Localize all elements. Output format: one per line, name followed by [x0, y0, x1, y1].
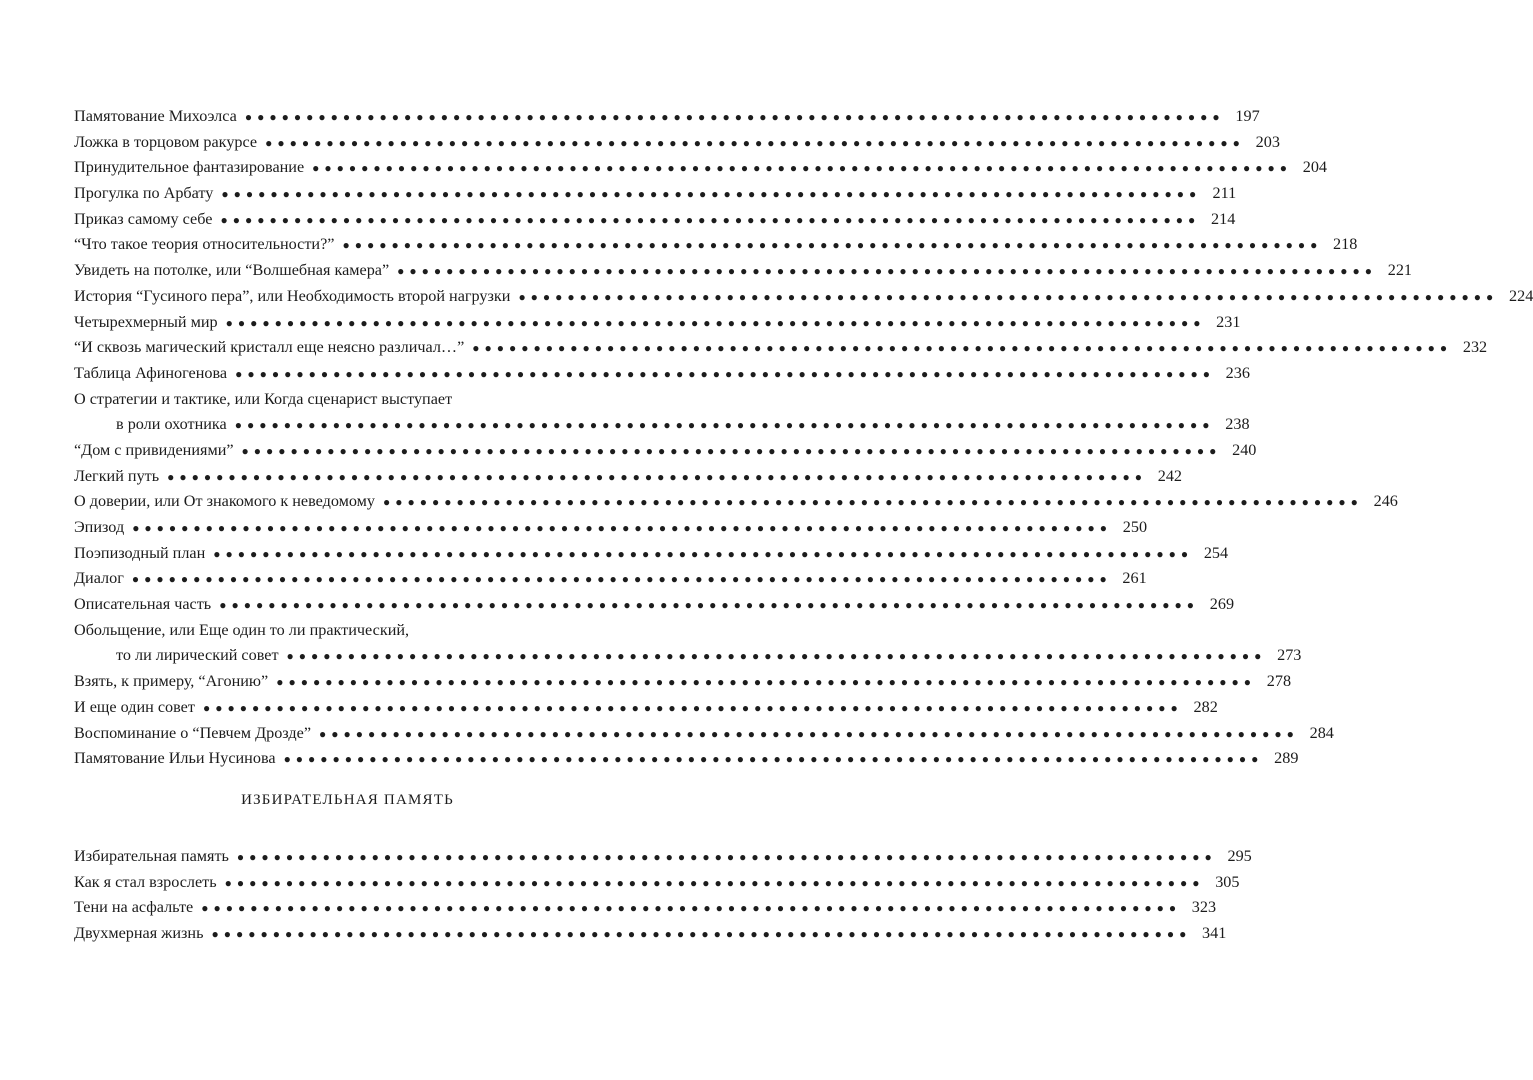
toc-entry: [74, 232, 1358, 258]
dot-leader: ●●●●●●●●●●●●●●●●●●●●●●●●●●●●●●●●●●●●●●●●●●●●●●●●●●●●●●●●●●●●●●●●●●●●●●●●●●●●●●●●: [202, 700, 1183, 715]
toc-entry-title: Обольщение, или Еще один то ли практический,: [74, 620, 410, 639]
toc-entry: [74, 870, 1240, 896]
toc-entry-page: 240: [1232, 440, 1257, 459]
toc-entry-page: 282: [1193, 697, 1218, 716]
dot-leader: ●●●●●●●●●●●●●●●●●●●●●●●●●●●●●●●●●●●●●●●●●●●●●●●●●●●●●●●●●●●●●●●●●●●●●●●●●●●●●●●●: [225, 315, 1206, 330]
dot-leader: ●●●●●●●●●●●●●●●●●●●●●●●●●●●●●●●●●●●●●●●●●●●●●●●●●●●●●●●●●●●●●●●●●●●●●●●●●●●●●●●●: [286, 649, 1267, 664]
dot-leader: ●●●●●●●●●●●●●●●●●●●●●●●●●●●●●●●●●●●●●●●●●●●●●●●●●●●●●●●●●●●●●●●●●●●●●●●●●●●●●●●●: [342, 238, 1323, 253]
toc-entry-title: Памятование Ильи Нусинова: [74, 749, 276, 768]
toc-entry-title: “Что такое теория относительности?”: [74, 235, 335, 254]
dot-leader: ●●●●●●●●●●●●●●●●●●●●●●●●●●●●●●●●●●●●●●●●●●●●●●●●●●●●●●●●●●●●●●●●●●●●●●●●●●●●●●●●: [131, 572, 1112, 587]
toc-entry-page: 221: [1387, 261, 1413, 280]
toc-entry-title: Эпизод: [74, 518, 125, 536]
table-of-contents: [74, 104, 1533, 772]
toc-entry-page: 242: [1157, 466, 1182, 485]
toc-entry: [74, 361, 1250, 387]
toc-entry-title: Диалог: [74, 569, 124, 588]
dot-leader: ●●●●●●●●●●●●●●●●●●●●●●●●●●●●●●●●●●●●●●●●●●●●●●●●●●●●●●●●●●●●●●●●●●●●●●●●●●●●●●●●: [220, 212, 1201, 227]
dot-leader: ●●●●●●●●●●●●●●●●●●●●●●●●●●●●●●●●●●●●●●●●●●●●●●●●●●●●●●●●●●●●●●●●●●●●●●●●●●●●●●●●: [518, 289, 1499, 304]
toc-entry-title: О доверии, или От знакомого к неведомому: [74, 492, 376, 511]
dot-leader: ●●●●●●●●●●●●●●●●●●●●●●●●●●●●●●●●●●●●●●●●●●●●●●●●●●●●●●●●●●●●●●●●●●●●●●●●●●●●●●●●: [132, 521, 1113, 535]
toc-entry-title: Таблица Афиногенова: [74, 363, 228, 382]
toc-entry: [74, 412, 1250, 438]
toc-entry-page: 305: [1215, 872, 1240, 891]
dot-leader: ●●●●●●●●●●●●●●●●●●●●●●●●●●●●●●●●●●●●●●●●●●●●●●●●●●●●●●●●●●●●●●●●●●●●●●●●●●●●●●●●: [397, 264, 1378, 279]
toc-entry-page: 204: [1302, 158, 1327, 177]
toc-entry-title: Тени на асфальте: [74, 898, 194, 917]
toc-entry-title: История “Гусиного пера”, или Необходимость второй нагрузки: [74, 286, 511, 305]
toc-entry-title: Принудительное фантазирование: [74, 158, 305, 177]
toc-entry: [74, 515, 1148, 541]
toc-entry-title: И еще один совет: [74, 697, 195, 716]
toc-entry-title: Прогулка по Арбату: [74, 184, 214, 203]
toc-entry-title: то ли лирический совет: [116, 646, 279, 665]
toc-entry-title: в роли охотника: [116, 415, 227, 434]
toc-entry-page: 269: [1209, 595, 1235, 614]
dot-leader: ●●●●●●●●●●●●●●●●●●●●●●●●●●●●●●●●●●●●●●●●●●●●●●●●●●●●●●●●●●●●●●●●●●●●●●●●●●●●●●●●: [236, 850, 1217, 864]
toc-entry-title: Воспоминание о “Певчем Дрозде”: [74, 723, 312, 742]
toc-entry: [74, 310, 1241, 336]
toc-entry-page: 323: [1191, 898, 1217, 917]
toc-entry: [74, 284, 1533, 310]
dot-leader: ●●●●●●●●●●●●●●●●●●●●●●●●●●●●●●●●●●●●●●●●●●●●●●●●●●●●●●●●●●●●●●●●●●●●●●●●●●●●●●●●: [472, 341, 1453, 356]
dot-leader: ●●●●●●●●●●●●●●●●●●●●●●●●●●●●●●●●●●●●●●●●●●●●●●●●●●●●●●●●●●●●●●●●●●●●●●●●●●●●●●●●: [201, 901, 1182, 916]
toc-entry: [74, 592, 1235, 618]
toc-entry-title: О стратегии и тактике, или Когда сценарист выступает: [74, 389, 453, 408]
toc-entry-page: 246: [1373, 492, 1398, 511]
toc-entry-page: 278: [1266, 672, 1292, 691]
toc-entry: [74, 387, 570, 413]
toc-entry: [74, 844, 1252, 870]
dot-leader: ●●●●●●●●●●●●●●●●●●●●●●●●●●●●●●●●●●●●●●●●●●●●●●●●●●●●●●●●●●●●●●●●●●●●●●●●●●●●●●●●: [283, 752, 1264, 767]
toc-entry-title: Четырехмерный мир: [74, 312, 218, 331]
dot-leader: ●●●●●●●●●●●●●●●●●●●●●●●●●●●●●●●●●●●●●●●●●●●●●●●●●●●●●●●●●●●●●●●●●●●●●●●●●●●●●●●●: [213, 546, 1194, 561]
toc-entry-page: 232: [1462, 338, 1488, 357]
toc-entry-page: 254: [1203, 543, 1229, 562]
dot-leader: ●●●●●●●●●●●●●●●●●●●●●●●●●●●●●●●●●●●●●●●●●●●●●●●●●●●●●●●●●●●●●●●●●●●●●●●●●●●●●●●●: [265, 135, 1245, 150]
toc-entry-title: Двухмерная жизнь: [74, 924, 204, 943]
toc-entry: [74, 464, 1182, 490]
toc-entry-page: 250: [1122, 518, 1148, 536]
toc-entry-title: Избирательная память: [74, 847, 229, 865]
toc-entry-title: “Дом с привидениями”: [74, 440, 234, 459]
toc-entry: [74, 746, 1299, 772]
toc-entry-page: 261: [1122, 569, 1147, 588]
dot-leader: ●●●●●●●●●●●●●●●●●●●●●●●●●●●●●●●●●●●●●●●●●●●●●●●●●●●●●●●●●●●●●●●●●●●●●●●●●●●●●●●●: [167, 469, 1147, 484]
dot-leader: ●●●●●●●●●●●●●●●●●●●●●●●●●●●●●●●●●●●●●●●●●●●●●●●●●●●●●●●●●●●●●●●●●●●●●●●●●●●●●●●●: [211, 927, 1192, 942]
toc-entry-title: Приказ самому себе: [74, 209, 213, 228]
toc-entry-page: 197: [1235, 107, 1260, 125]
toc-entry-page: 211: [1212, 184, 1237, 203]
toc-entry: [74, 618, 570, 644]
dot-leader: ●●●●●●●●●●●●●●●●●●●●●●●●●●●●●●●●●●●●●●●●●●●●●●●●●●●●●●●●●●●●●●●●●●●●●●●●●●●●●●●●: [241, 443, 1222, 458]
dot-leader: ●●●●●●●●●●●●●●●●●●●●●●●●●●●●●●●●●●●●●●●●●●●●●●●●●●●●●●●●●●●●●●●●●●●●●●●●●●●●●●●●: [224, 875, 1205, 890]
toc-entry: [74, 207, 1236, 233]
table-of-contents-section: [74, 844, 1252, 947]
toc-entry-title: Взять, к примеру, “Агонию”: [74, 672, 269, 691]
toc-entry-page: 238: [1225, 415, 1250, 434]
toc-entry-page: 289: [1274, 749, 1299, 768]
toc-entry-title: Легкий путь: [74, 466, 160, 485]
dot-leader: ●●●●●●●●●●●●●●●●●●●●●●●●●●●●●●●●●●●●●●●●●●●●●●●●●●●●●●●●●●●●●●●●●●●●●●●●●●●●●●●●: [312, 161, 1292, 176]
toc-entry-page: 224: [1509, 286, 1533, 305]
dot-leader: ●●●●●●●●●●●●●●●●●●●●●●●●●●●●●●●●●●●●●●●●●●●●●●●●●●●●●●●●●●●●●●●●●●●●●●●●●●●●●●●●: [221, 187, 1202, 202]
toc-entry-title: Памятование Михоэлса: [74, 107, 237, 125]
toc-entry: [74, 155, 1327, 181]
toc-entry: [74, 669, 1292, 695]
toc-entry: [74, 181, 1237, 207]
toc-entry-page: 231: [1216, 312, 1241, 331]
section-heading: ИЗБИРАТЕЛЬНАЯ ПАМЯТЬ: [241, 792, 454, 808]
toc-entry: [74, 921, 1227, 947]
dot-leader: ●●●●●●●●●●●●●●●●●●●●●●●●●●●●●●●●●●●●●●●●●●●●●●●●●●●●●●●●●●●●●●●●●●●●●●●●●●●●●●●●: [276, 675, 1257, 690]
toc-entry-page: 341: [1202, 924, 1227, 943]
toc-entry: [74, 130, 1280, 156]
toc-entry-page: 295: [1227, 847, 1252, 865]
toc-entry: [74, 104, 1260, 130]
toc-entry-page: 218: [1333, 235, 1358, 254]
toc-entry: [74, 695, 1218, 721]
toc-entry-title: “И сквозь магический кристалл еще неясно различал…”: [74, 338, 465, 357]
dot-leader: ●●●●●●●●●●●●●●●●●●●●●●●●●●●●●●●●●●●●●●●●●●●●●●●●●●●●●●●●●●●●●●●●●●●●●●●●●●●●●●●●: [319, 726, 1299, 741]
toc-entry-title: Ложка в торцовом ракурсе: [74, 132, 258, 151]
toc-entry-page: 236: [1225, 363, 1250, 382]
toc-entry-title: Увидеть на потолке, или “Волшебная камера”: [74, 261, 390, 280]
toc-entry-page: 273: [1277, 646, 1302, 665]
toc-entry: [74, 895, 1217, 921]
dot-leader: ●●●●●●●●●●●●●●●●●●●●●●●●●●●●●●●●●●●●●●●●●●●●●●●●●●●●●●●●●●●●●●●●●●●●●●●●●●●●●●●●: [219, 598, 1200, 613]
dot-leader: ●●●●●●●●●●●●●●●●●●●●●●●●●●●●●●●●●●●●●●●●●●●●●●●●●●●●●●●●●●●●●●●●●●●●●●●●●●●●●●●●: [235, 366, 1215, 381]
toc-entry-title: Как я стал взрослеть: [74, 872, 217, 891]
toc-entry-title: Поэпизодный план: [74, 543, 206, 562]
toc-entry-page: 284: [1309, 723, 1334, 742]
toc-entry: [74, 489, 1398, 515]
toc-entry: [74, 258, 1413, 284]
dot-leader: ●●●●●●●●●●●●●●●●●●●●●●●●●●●●●●●●●●●●●●●●●●●●●●●●●●●●●●●●●●●●●●●●●●●●●●●●●●●●●●●●: [383, 495, 1363, 510]
toc-entry: [74, 643, 1302, 669]
toc-entry: [74, 335, 1488, 361]
toc-entry: [74, 541, 1229, 567]
toc-entry: [74, 438, 1257, 464]
toc-entry: [74, 721, 1334, 747]
dot-leader: ●●●●●●●●●●●●●●●●●●●●●●●●●●●●●●●●●●●●●●●●●●●●●●●●●●●●●●●●●●●●●●●●●●●●●●●●●●●●●●●●: [244, 110, 1225, 124]
toc-entry: [74, 566, 1147, 592]
dot-leader: ●●●●●●●●●●●●●●●●●●●●●●●●●●●●●●●●●●●●●●●●●●●●●●●●●●●●●●●●●●●●●●●●●●●●●●●●●●●●●●●●: [234, 418, 1215, 433]
toc-entry-page: 214: [1211, 209, 1236, 228]
toc-entry-title: Описательная часть: [74, 595, 212, 614]
toc-entry-page: 203: [1255, 132, 1280, 151]
